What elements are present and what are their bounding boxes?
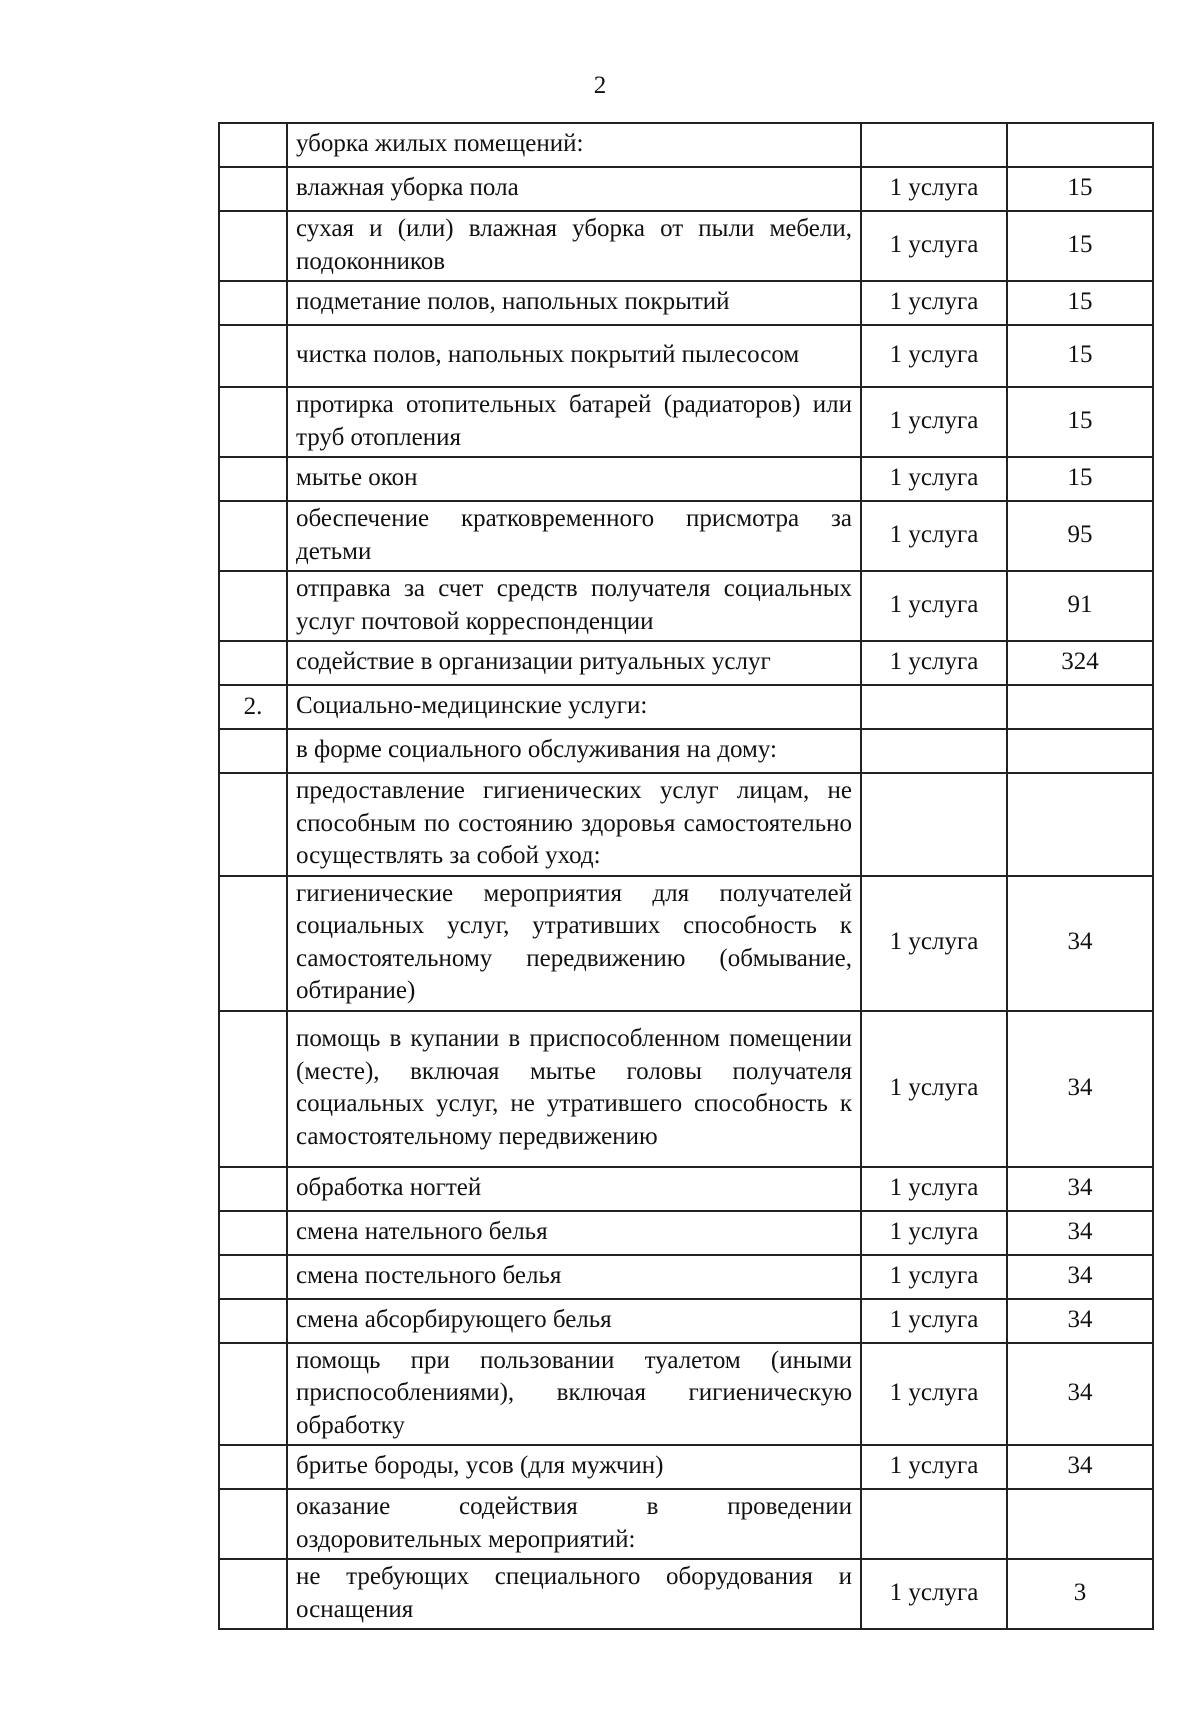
table-row: [219, 501, 1153, 571]
service-name-cell: бритье бороды, усов (для мужчин): [287, 1445, 861, 1489]
table-row: [219, 281, 1153, 325]
rate-cell: 15: [1007, 211, 1153, 281]
service-name-cell: отправка за счет средств получателя социальных услуг почтовой корреспонденции: [287, 571, 861, 641]
rate-cell: 34: [1007, 1167, 1153, 1211]
unit-cell: [861, 123, 1007, 167]
row-number-cell: [219, 1255, 287, 1299]
row-number-cell: [219, 773, 287, 876]
service-name-cell: помощь в купании в приспособленном помещении (месте), включая мытье головы получателя социальных услуг, не утратившего способность к самостоятельному передвижению: [287, 1011, 861, 1167]
unit-cell: [861, 729, 1007, 773]
table-row: [219, 325, 1153, 387]
service-name-cell: смена постельного белья: [287, 1255, 861, 1299]
row-number-cell: [219, 1299, 287, 1343]
service-name-cell: чистка полов, напольных покрытий пылесосом: [287, 325, 861, 387]
table-row: [219, 1343, 1153, 1446]
unit-cell: 1 услуга: [861, 1343, 1007, 1446]
table-row: [219, 1559, 1153, 1629]
table-row: [219, 457, 1153, 501]
rate-cell: 324: [1007, 641, 1153, 685]
service-name-cell: предоставление гигиенических услуг лицам, не способным по состоянию здоровья самостоятельно осуществлять за собой уход:: [287, 773, 861, 876]
unit-cell: 1 услуга: [861, 457, 1007, 501]
service-name-cell: оказание содействия в проведении оздоровительных мероприятий:: [287, 1489, 861, 1559]
table-row: [219, 1011, 1153, 1167]
rate-cell: 3: [1007, 1559, 1153, 1629]
rate-cell: 15: [1007, 457, 1153, 501]
table-row: [219, 876, 1153, 1011]
row-number-cell: [219, 1211, 287, 1255]
rate-cell: 15: [1007, 387, 1153, 457]
rate-cell: [1007, 729, 1153, 773]
unit-cell: 1 услуга: [861, 281, 1007, 325]
table-row: [219, 773, 1153, 876]
row-number-cell: [219, 501, 287, 571]
rate-cell: 34: [1007, 1445, 1153, 1489]
rate-cell: [1007, 773, 1153, 876]
unit-cell: 1 услуга: [861, 325, 1007, 387]
page-number: 2: [593, 72, 607, 99]
unit-cell: 1 услуга: [861, 641, 1007, 685]
rate-cell: 91: [1007, 571, 1153, 641]
table-row: [219, 641, 1153, 685]
table-row: [219, 1445, 1153, 1489]
row-number-cell: [219, 1489, 287, 1559]
service-name-cell: в форме социального обслуживания на дому:: [287, 729, 861, 773]
row-number-cell: [219, 281, 287, 325]
row-number-cell: [219, 325, 287, 387]
unit-cell: 1 услуга: [861, 876, 1007, 1011]
row-number-cell: [219, 457, 287, 501]
unit-cell: 1 услуга: [861, 1299, 1007, 1343]
table-row: [219, 1255, 1153, 1299]
unit-cell: [861, 773, 1007, 876]
rate-cell: 34: [1007, 876, 1153, 1011]
table-row: [219, 387, 1153, 457]
table-row: [219, 1299, 1153, 1343]
rate-cell: 34: [1007, 1299, 1153, 1343]
row-number-cell: [219, 211, 287, 281]
unit-cell: 1 услуга: [861, 1167, 1007, 1211]
row-number-cell: [219, 571, 287, 641]
rate-cell: 15: [1007, 281, 1153, 325]
row-number-cell: [219, 167, 287, 211]
table-row: [219, 123, 1153, 167]
row-number-cell: [219, 876, 287, 1011]
table-row: [219, 1167, 1153, 1211]
rate-cell: 15: [1007, 325, 1153, 387]
unit-cell: [861, 1489, 1007, 1559]
service-name-cell: сухая и (или) влажная уборка от пыли мебели, подоконников: [287, 211, 861, 281]
service-name-cell: влажная уборка пола: [287, 167, 861, 211]
row-number-cell: [219, 123, 287, 167]
row-number-cell: [219, 1011, 287, 1167]
service-name-cell: гигиенические мероприятия для получателей социальных услуг, утративших способность к самостоятельному передвижению (обмывание, обтирание): [287, 876, 861, 1011]
row-number-cell: [219, 1445, 287, 1489]
rate-cell: 34: [1007, 1255, 1153, 1299]
table-row: [219, 685, 1153, 729]
rate-cell: [1007, 1489, 1153, 1559]
row-number-cell: [219, 1559, 287, 1629]
service-name-cell: обработка ногтей: [287, 1167, 861, 1211]
table-row: [219, 167, 1153, 211]
rate-cell: 34: [1007, 1011, 1153, 1167]
rate-cell: [1007, 685, 1153, 729]
rate-cell: [1007, 123, 1153, 167]
table-row: [219, 211, 1153, 281]
unit-cell: 1 услуга: [861, 571, 1007, 641]
service-name-cell: мытье окон: [287, 457, 861, 501]
unit-cell: 1 услуга: [861, 1011, 1007, 1167]
unit-cell: 1 услуга: [861, 387, 1007, 457]
service-name-cell: помощь при пользовании туалетом (иными приспособлениями), включая гигиеническую обработку: [287, 1343, 861, 1446]
table-row: [219, 571, 1153, 641]
service-name-cell: смена абсорбирующего белья: [287, 1299, 861, 1343]
row-number-cell: [219, 641, 287, 685]
table-row: [219, 1489, 1153, 1559]
service-name-cell: смена нательного белья: [287, 1211, 861, 1255]
service-name-cell: содействие в организации ритуальных услуг: [287, 641, 861, 685]
table-row: [219, 729, 1153, 773]
unit-cell: [861, 685, 1007, 729]
row-number-cell: [219, 1167, 287, 1211]
unit-cell: 1 услуга: [861, 1445, 1007, 1489]
service-name-cell: подметание полов, напольных покрытий: [287, 281, 861, 325]
rate-cell: 95: [1007, 501, 1153, 571]
services-table: [218, 122, 1154, 1630]
service-name-cell: протирка отопительных батарей (радиаторов) или труб отопления: [287, 387, 861, 457]
unit-cell: 1 услуга: [861, 167, 1007, 211]
unit-cell: 1 услуга: [861, 501, 1007, 571]
row-number-cell: [219, 387, 287, 457]
row-number-cell: [219, 729, 287, 773]
row-number-cell: 2.: [219, 685, 287, 729]
service-name-cell: уборка жилых помещений:: [287, 123, 861, 167]
unit-cell: 1 услуга: [861, 211, 1007, 281]
service-name-cell: не требующих специального оборудования и оснащения: [287, 1559, 861, 1629]
rate-cell: 34: [1007, 1211, 1153, 1255]
service-name-cell: обеспечение кратковременного присмотра за детьми: [287, 501, 861, 571]
rate-cell: 15: [1007, 167, 1153, 211]
unit-cell: 1 услуга: [861, 1559, 1007, 1629]
unit-cell: 1 услуга: [861, 1255, 1007, 1299]
rate-cell: 34: [1007, 1343, 1153, 1446]
row-number-cell: [219, 1343, 287, 1446]
table-row: [219, 1211, 1153, 1255]
service-name-cell: Социально-медицинские услуги:: [287, 685, 861, 729]
unit-cell: 1 услуга: [861, 1211, 1007, 1255]
